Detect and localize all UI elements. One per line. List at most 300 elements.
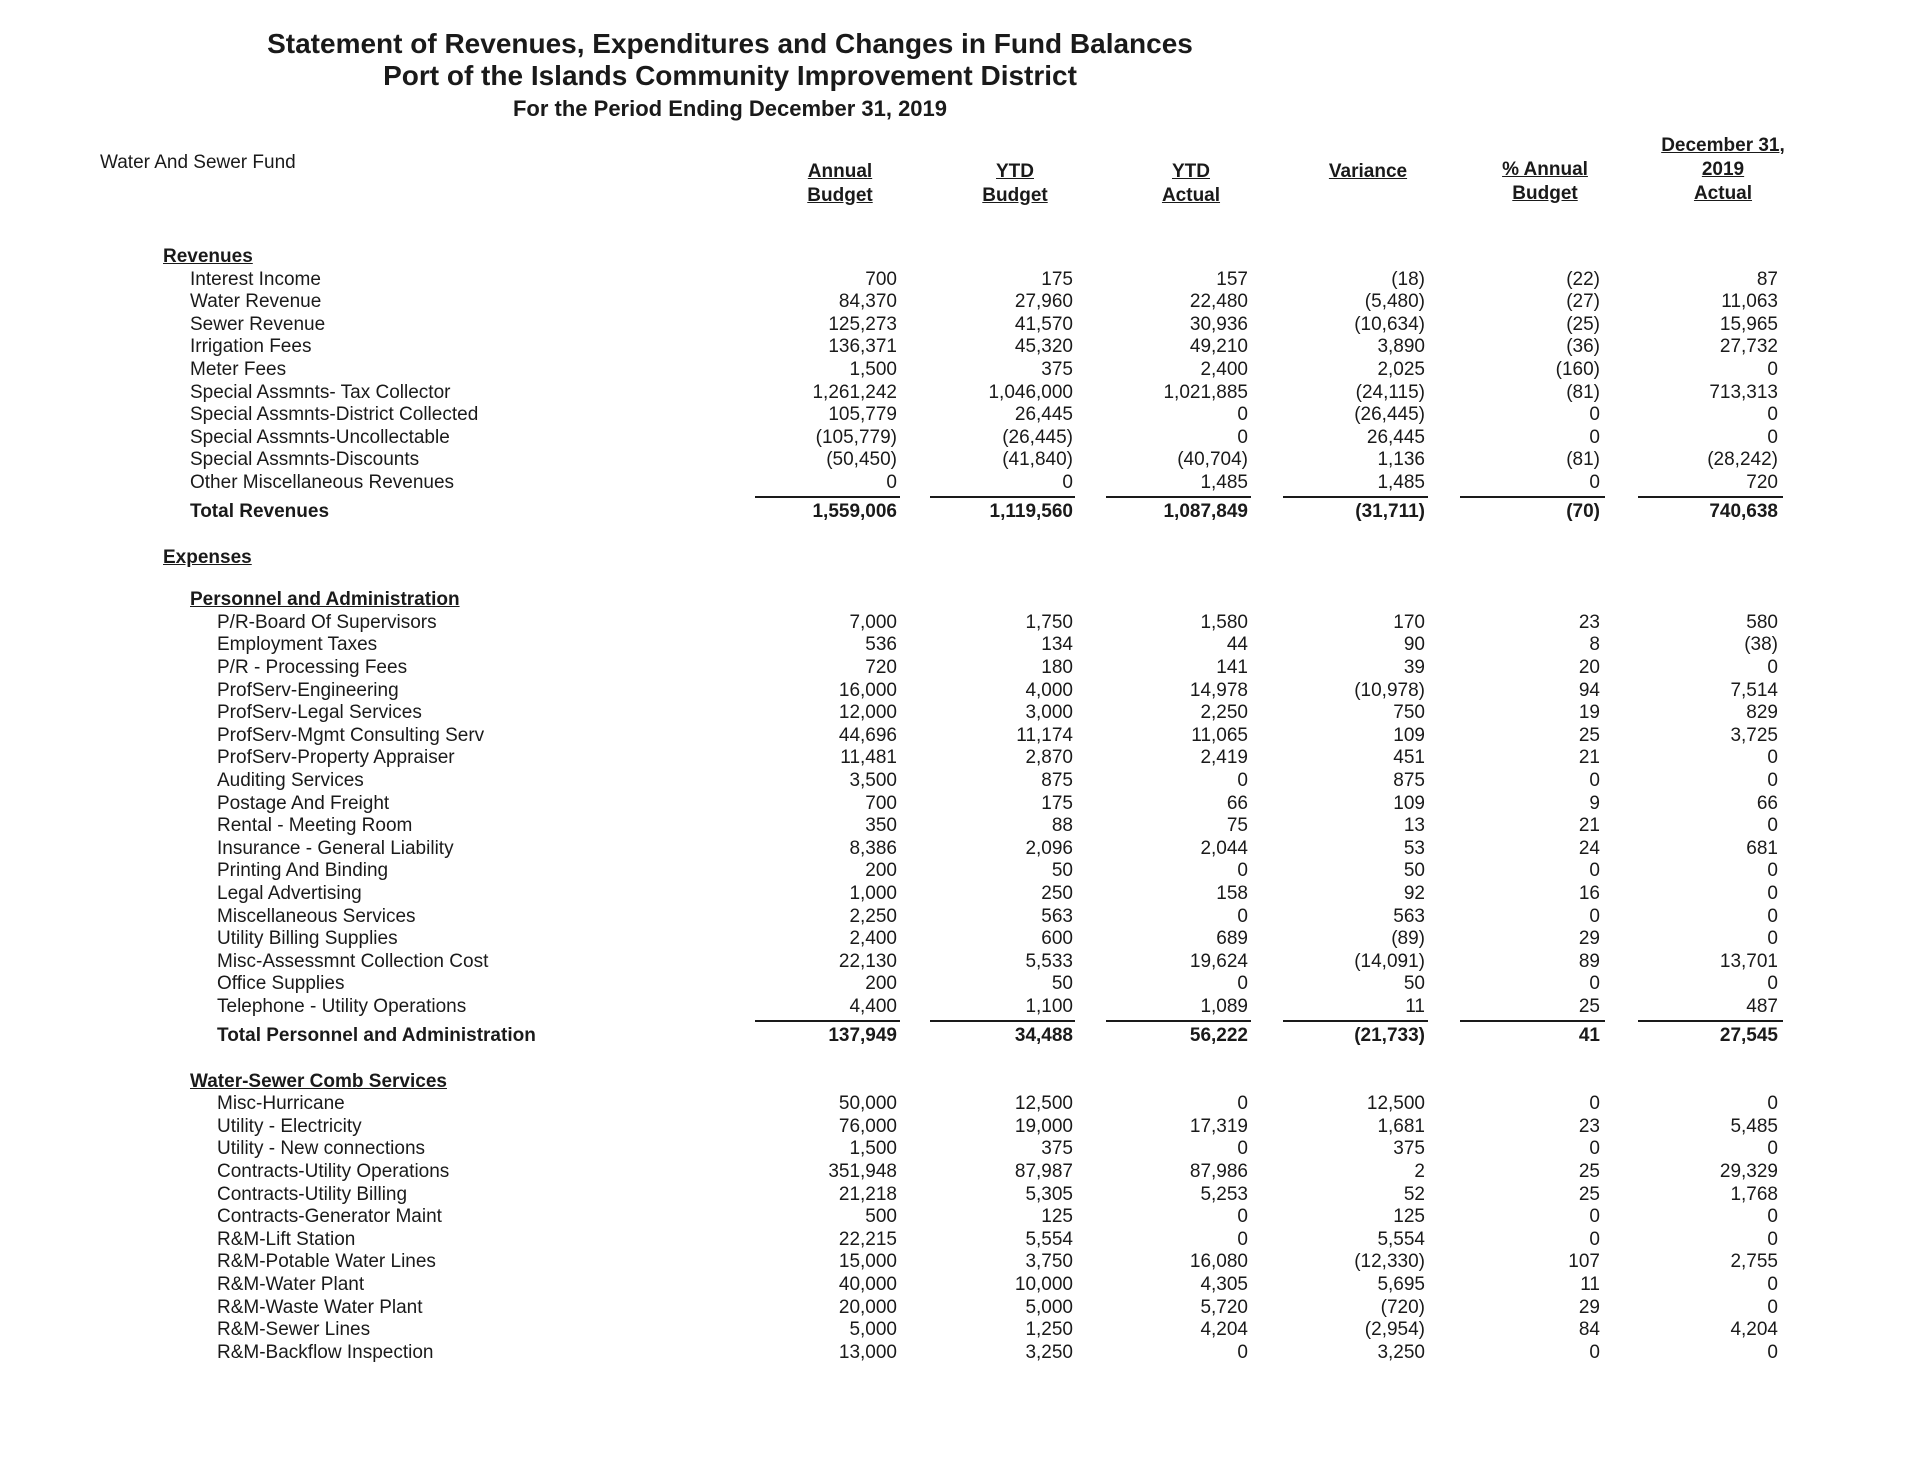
row-label: Rental - Meeting Room: [217, 815, 413, 837]
cell-prior-year-actual: 15,965: [1719, 313, 1778, 335]
cell-prior-year-actual: 0: [1767, 1274, 1778, 1295]
cell-pct-annual-budget: (22): [1566, 268, 1600, 290]
cell-variance: 13: [1403, 815, 1425, 837]
table-row: [0, 747, 1920, 770]
cell-pct-annual-budget: 0: [1589, 1341, 1600, 1363]
cell-pct-annual-budget: 25: [1578, 724, 1600, 746]
row-label: Utility - New connections: [217, 1138, 426, 1160]
cell-prior-year-actual: 66: [1756, 792, 1778, 814]
cell-annual-budget: 22,215: [838, 1228, 897, 1250]
cell-variance: (31,711): [1355, 500, 1425, 522]
cell-ytd-budget: 88: [1051, 815, 1073, 837]
cell-ytd-actual: 1,021,885: [1163, 381, 1248, 403]
total-divider-line: [1283, 1020, 1428, 1022]
row-label: R&M-Water Plant: [217, 1274, 365, 1295]
total-divider-line: [1638, 496, 1783, 498]
cell-prior-year-actual: 0: [1767, 928, 1778, 950]
cell-annual-budget: 76,000: [838, 1115, 897, 1137]
cell-prior-year-actual: 0: [1767, 1228, 1778, 1250]
cell-annual-budget: 2,250: [849, 905, 897, 927]
row-label: Interest Income: [190, 268, 321, 290]
cell-variance: (2,954): [1364, 1319, 1425, 1341]
cell-ytd-actual: 0: [1237, 1206, 1248, 1228]
cell-ytd-budget: 1,046,000: [988, 381, 1073, 403]
row-label: Contracts-Utility Billing: [217, 1183, 408, 1205]
section-header-row: [0, 246, 1920, 269]
cell-ytd-actual: 22,480: [1189, 291, 1248, 313]
cell-ytd-budget: (41,840): [1002, 449, 1073, 471]
table-row: [0, 1138, 1920, 1161]
cell-annual-budget: 700: [865, 792, 897, 814]
cell-prior-year-actual: 0: [1767, 1093, 1778, 1115]
cell-prior-year-actual: 0: [1767, 1206, 1778, 1228]
cell-prior-year-actual: 87: [1756, 268, 1778, 290]
cell-annual-budget: 1,500: [849, 359, 897, 380]
table-row: [0, 702, 1920, 725]
section-header-row: [0, 547, 1920, 570]
cell-variance: 563: [1393, 905, 1425, 927]
cell-variance: 90: [1403, 634, 1425, 656]
cell-ytd-budget: 5,533: [1025, 950, 1073, 972]
cell-variance: 875: [1393, 770, 1425, 791]
cell-variance: 1,136: [1377, 449, 1425, 471]
cell-ytd-actual: 1,089: [1200, 996, 1248, 1017]
cell-variance: 109: [1393, 724, 1425, 746]
section-header-row: [0, 589, 1920, 612]
cell-ytd-actual: 87,986: [1189, 1161, 1248, 1182]
cell-variance: 26,445: [1366, 426, 1425, 448]
cell-annual-budget: 50,000: [838, 1093, 897, 1115]
table-row: [0, 634, 1920, 657]
cell-ytd-actual: 0: [1237, 426, 1248, 448]
cell-ytd-budget: 26,445: [1014, 404, 1073, 426]
row-label: Postage And Freight: [217, 792, 390, 814]
cell-prior-year-actual: 0: [1767, 1296, 1778, 1318]
cell-variance: 50: [1403, 973, 1425, 995]
cell-pct-annual-budget: 25: [1578, 1161, 1600, 1182]
cell-pct-annual-budget: 94: [1578, 679, 1600, 701]
cell-pct-annual-budget: 107: [1568, 1251, 1600, 1273]
cell-prior-year-actual: 0: [1767, 973, 1778, 995]
table-row: [0, 680, 1920, 703]
cell-annual-budget: 16,000: [838, 679, 897, 701]
row-label: Office Supplies: [217, 973, 345, 995]
cell-pct-annual-budget: 0: [1589, 472, 1600, 493]
section-title: Revenues: [163, 246, 253, 267]
total-divider-line: [1106, 1020, 1251, 1022]
table-row: [0, 883, 1920, 906]
table-row: [0, 1274, 1920, 1297]
cell-prior-year-actual: 0: [1767, 860, 1778, 882]
cell-ytd-budget: 4,000: [1025, 679, 1073, 701]
cell-ytd-actual: 1,485: [1200, 472, 1248, 493]
row-label: ProfServ-Legal Services: [217, 702, 422, 724]
cell-pct-annual-budget: 89: [1578, 950, 1600, 972]
cell-variance: 2,025: [1377, 359, 1425, 380]
cell-ytd-actual: 14,978: [1189, 679, 1248, 701]
cell-prior-year-actual: 2,755: [1730, 1251, 1778, 1273]
row-label: Special Assmnts-Discounts: [190, 449, 420, 471]
cell-pct-annual-budget: 29: [1578, 1296, 1600, 1318]
total-divider-line: [930, 1020, 1075, 1022]
row-label: P/R-Board Of Supervisors: [217, 611, 437, 633]
cell-annual-budget: 700: [865, 268, 897, 290]
cell-prior-year-actual: 27,545: [1719, 1024, 1778, 1046]
table-row: [0, 793, 1920, 816]
cell-pct-annual-budget: 21: [1578, 747, 1600, 769]
total-divider-line: [1283, 496, 1428, 498]
cell-variance: 3,250: [1377, 1341, 1425, 1363]
cell-ytd-budget: 2,096: [1025, 837, 1073, 859]
row-label: Misc-Assessmnt Collection Cost: [217, 950, 489, 972]
total-row: [0, 501, 1920, 524]
fund-name: Water And Sewer Fund: [100, 152, 296, 173]
cell-ytd-actual: 141: [1216, 657, 1248, 678]
cell-annual-budget: 40,000: [838, 1274, 897, 1295]
row-label: R&M-Potable Water Lines: [217, 1251, 436, 1273]
cell-prior-year-actual: 0: [1767, 883, 1778, 904]
cell-variance: 1,485: [1377, 472, 1425, 493]
cell-annual-budget: 1,500: [849, 1138, 897, 1160]
cell-variance: 170: [1393, 611, 1425, 633]
table-row: [0, 1206, 1920, 1229]
cell-ytd-budget: 1,750: [1025, 611, 1073, 633]
cell-prior-year-actual: 0: [1767, 747, 1778, 769]
row-label: Meter Fees: [190, 359, 287, 380]
cell-prior-year-actual: 13,701: [1719, 950, 1778, 972]
cell-prior-year-actual: 11,063: [1721, 291, 1778, 313]
cell-pct-annual-budget: 20: [1578, 657, 1600, 678]
cell-prior-year-actual: 0: [1767, 1138, 1778, 1160]
cell-pct-annual-budget: 21: [1578, 815, 1600, 837]
cell-variance: (10,634): [1354, 313, 1425, 335]
row-label: R&M-Waste Water Plant: [217, 1296, 423, 1318]
cell-prior-year-actual: 5,485: [1730, 1115, 1778, 1137]
cell-ytd-actual: 2,250: [1200, 702, 1248, 724]
table-row: [0, 725, 1920, 748]
cell-annual-budget: 105,779: [828, 404, 897, 426]
table-row: [0, 1116, 1920, 1139]
cell-variance: (10,978): [1354, 679, 1425, 701]
cell-pct-annual-budget: 29: [1578, 928, 1600, 950]
cell-ytd-budget: 3,750: [1025, 1251, 1073, 1273]
cell-pct-annual-budget: 0: [1589, 404, 1600, 426]
cell-ytd-actual: 19,624: [1189, 950, 1248, 972]
cell-ytd-actual: (40,704): [1177, 449, 1248, 471]
row-label: R&M-Sewer Lines: [217, 1319, 371, 1341]
cell-pct-annual-budget: 0: [1589, 860, 1600, 882]
cell-ytd-actual: 689: [1216, 928, 1248, 950]
cell-annual-budget: 11,481: [840, 747, 897, 769]
table-row: [0, 1161, 1920, 1184]
row-label: Legal Advertising: [217, 883, 362, 904]
cell-ytd-actual: 66: [1226, 792, 1248, 814]
table-row: [0, 770, 1920, 793]
cell-annual-budget: 22,130: [838, 950, 897, 972]
cell-ytd-budget: 5,305: [1025, 1183, 1073, 1205]
cell-ytd-budget: 3,250: [1025, 1341, 1073, 1363]
table-row: [0, 906, 1920, 929]
cell-ytd-budget: 375: [1041, 1138, 1073, 1160]
cell-variance: (89): [1391, 928, 1425, 950]
row-label: Utility - Electricity: [217, 1115, 362, 1137]
cell-ytd-budget: 600: [1041, 928, 1073, 950]
cell-pct-annual-budget: 0: [1589, 905, 1600, 927]
cell-variance: 5,554: [1377, 1228, 1425, 1250]
table-row: [0, 1251, 1920, 1274]
table-row: [0, 860, 1920, 883]
cell-ytd-actual: 75: [1226, 815, 1248, 837]
section-title: Expenses: [163, 546, 252, 568]
table-row: [0, 449, 1920, 472]
row-label: Insurance - General Liability: [217, 837, 454, 859]
cell-ytd-actual: 5,720: [1200, 1296, 1248, 1318]
col-annual-budget-line2: Budget: [807, 185, 873, 206]
cell-annual-budget: 125,273: [828, 313, 897, 335]
table-row: [0, 427, 1920, 450]
cell-ytd-actual: 4,305: [1200, 1274, 1248, 1295]
cell-pct-annual-budget: 0: [1589, 1093, 1600, 1115]
table-row: [0, 382, 1920, 405]
cell-ytd-actual: 17,319: [1189, 1115, 1248, 1137]
cell-pct-annual-budget: 0: [1589, 973, 1600, 995]
cell-prior-year-actual: 0: [1767, 359, 1778, 380]
cell-prior-year-actual: 4,204: [1730, 1319, 1778, 1341]
cell-annual-budget: 2,400: [849, 928, 897, 950]
cell-pct-annual-budget: (36): [1566, 336, 1600, 358]
row-label: Total Revenues: [190, 500, 330, 522]
cell-annual-budget: 500: [865, 1206, 897, 1228]
section-title: Personnel and Administration: [190, 589, 460, 611]
cell-annual-budget: 3,500: [849, 770, 897, 791]
cell-variance: 750: [1393, 702, 1425, 724]
cell-pct-annual-budget: (70): [1566, 500, 1600, 522]
row-label: Printing And Binding: [217, 860, 389, 882]
cell-prior-year-actual: 29,329: [1719, 1161, 1778, 1182]
cell-ytd-budget: 19,000: [1014, 1115, 1073, 1137]
cell-ytd-actual: 1,580: [1200, 611, 1248, 633]
cell-ytd-actual: 0: [1237, 1228, 1248, 1250]
cell-ytd-budget: 5,554: [1025, 1228, 1073, 1250]
cell-variance: (5,480): [1364, 291, 1425, 313]
cell-ytd-actual: 30,936: [1189, 313, 1248, 335]
cell-variance: 50: [1403, 860, 1425, 882]
cell-ytd-actual: 2,400: [1200, 359, 1248, 380]
row-label: Miscellaneous Services: [217, 905, 416, 927]
cell-pct-annual-budget: 0: [1589, 1206, 1600, 1228]
cell-variance: (720): [1380, 1296, 1425, 1318]
col-ytd-actual-line2: Actual: [1161, 185, 1221, 206]
cell-pct-annual-budget: 11: [1580, 1274, 1600, 1295]
cell-annual-budget: 536: [865, 634, 897, 656]
cell-ytd-budget: 2,870: [1025, 747, 1073, 769]
cell-pct-annual-budget: 0: [1589, 1228, 1600, 1250]
col-prior-year-actual-line2: 2019: [1701, 159, 1745, 180]
table-row: [0, 269, 1920, 292]
cell-prior-year-actual: 580: [1746, 611, 1778, 633]
cell-prior-year-actual: 0: [1767, 770, 1778, 791]
table-row: [0, 612, 1920, 635]
cell-annual-budget: 1,261,242: [812, 381, 897, 403]
cell-variance: 1,681: [1377, 1115, 1425, 1137]
row-label: Special Assmnts- Tax Collector: [190, 381, 451, 403]
row-label: Employment Taxes: [217, 634, 378, 656]
cell-ytd-budget: 175: [1041, 792, 1073, 814]
cell-pct-annual-budget: 23: [1578, 611, 1600, 633]
row-label: Other Miscellaneous Revenues: [190, 472, 455, 493]
cell-ytd-budget: 11,174: [1016, 724, 1073, 746]
col-ytd-actual-line1: YTD: [1172, 161, 1210, 182]
cell-ytd-budget: (26,445): [1002, 426, 1073, 448]
col-annual-budget-line1: Annual: [807, 161, 873, 182]
cell-prior-year-actual: 27,732: [1719, 336, 1778, 358]
cell-annual-budget: 44,696: [838, 724, 897, 746]
cell-annual-budget: 200: [865, 973, 897, 995]
table-row: [0, 1093, 1920, 1116]
cell-ytd-actual: 0: [1237, 973, 1248, 995]
col-ytd-budget-line1: YTD: [996, 161, 1034, 182]
table-row: [0, 996, 1920, 1019]
cell-ytd-budget: 875: [1041, 770, 1073, 791]
cell-variance: 12,500: [1366, 1093, 1425, 1115]
cell-ytd-budget: 375: [1041, 359, 1073, 380]
table-row: [0, 336, 1920, 359]
cell-ytd-budget: 10,000: [1014, 1274, 1073, 1295]
cell-annual-budget: (105,779): [815, 426, 897, 448]
cell-prior-year-actual: 0: [1767, 657, 1778, 678]
row-label: ProfServ-Property Appraiser: [217, 747, 455, 769]
cell-variance: 451: [1393, 747, 1425, 769]
cell-prior-year-actual: 720: [1746, 472, 1778, 493]
cell-ytd-actual: 44: [1226, 634, 1248, 656]
cell-ytd-actual: 16,080: [1189, 1251, 1248, 1273]
cell-annual-budget: 137,949: [828, 1024, 897, 1046]
table-row: [0, 815, 1920, 838]
total-divider-line: [1460, 496, 1605, 498]
cell-pct-annual-budget: (81): [1566, 449, 1600, 471]
cell-pct-annual-budget: 25: [1578, 996, 1600, 1017]
row-label: Special Assmnts-Uncollectable: [190, 426, 450, 448]
cell-variance: 52: [1403, 1183, 1425, 1205]
cell-ytd-budget: 1,119,560: [989, 500, 1073, 522]
cell-pct-annual-budget: 16: [1578, 883, 1600, 904]
cell-ytd-budget: 134: [1041, 634, 1073, 656]
cell-ytd-budget: 50: [1051, 973, 1073, 995]
row-label: Irrigation Fees: [190, 336, 312, 358]
cell-annual-budget: 1,559,006: [812, 500, 897, 522]
cell-prior-year-actual: 829: [1746, 702, 1778, 724]
cell-annual-budget: 12,000: [838, 702, 897, 724]
row-label: Telephone - Utility Operations: [217, 996, 467, 1017]
cell-variance: (18): [1391, 268, 1425, 290]
cell-ytd-actual: 157: [1216, 268, 1248, 290]
row-label: Water Revenue: [190, 291, 322, 313]
row-label: R&M-Lift Station: [217, 1228, 356, 1250]
table-row: [0, 1229, 1920, 1252]
cell-annual-budget: 84,370: [838, 291, 897, 313]
cell-prior-year-actual: 1,768: [1730, 1183, 1778, 1205]
cell-annual-budget: 13,000: [838, 1341, 897, 1363]
cell-pct-annual-budget: 25: [1578, 1183, 1600, 1205]
col-prior-year-actual-line1: December 31,: [1661, 135, 1785, 156]
cell-annual-budget: 5,000: [849, 1319, 897, 1341]
cell-annual-budget: 0: [886, 472, 897, 493]
cell-annual-budget: (50,450): [826, 449, 897, 471]
cell-prior-year-actual: 0: [1767, 426, 1778, 448]
table-row: [0, 657, 1920, 680]
cell-pct-annual-budget: 24: [1578, 837, 1600, 859]
cell-variance: 5,695: [1377, 1274, 1425, 1295]
cell-ytd-actual: 0: [1237, 770, 1248, 791]
total-divider-line: [1460, 1020, 1605, 1022]
col-ytd-budget-line2: Budget: [982, 185, 1048, 206]
row-label: Contracts-Generator Maint: [217, 1206, 442, 1228]
cell-ytd-actual: 0: [1237, 1138, 1248, 1160]
cell-pct-annual-budget: (25): [1566, 313, 1600, 335]
cell-annual-budget: 350: [865, 815, 897, 837]
cell-ytd-budget: 50: [1051, 860, 1073, 882]
cell-ytd-budget: 175: [1041, 268, 1073, 290]
total-divider-line: [1106, 496, 1251, 498]
cell-ytd-actual: 0: [1237, 905, 1248, 927]
cell-pct-annual-budget: 0: [1589, 1138, 1600, 1160]
table-row: [0, 838, 1920, 861]
col-pct-annual-budget-line2: Budget: [1512, 183, 1578, 204]
cell-ytd-actual: 2,419: [1200, 747, 1248, 769]
cell-prior-year-actual: 0: [1767, 1341, 1778, 1363]
cell-pct-annual-budget: 0: [1589, 770, 1600, 791]
row-label: Total Personnel and Administration: [217, 1024, 536, 1046]
cell-variance: 2: [1414, 1161, 1425, 1182]
cell-ytd-actual: 56,222: [1189, 1024, 1248, 1046]
cell-prior-year-actual: 487: [1746, 996, 1778, 1017]
col-pct-annual-budget-line1: % Annual: [1502, 159, 1588, 180]
row-label: Special Assmnts-District Collected: [190, 404, 479, 426]
cell-annual-budget: 8,386: [849, 837, 897, 859]
cell-ytd-budget: 12,500: [1014, 1093, 1073, 1115]
cell-ytd-budget: 250: [1041, 883, 1073, 904]
table-row: [0, 472, 1920, 495]
cell-variance: 125: [1393, 1206, 1425, 1228]
cell-pct-annual-budget: 9: [1589, 792, 1600, 814]
cell-ytd-budget: 1,100: [1025, 996, 1073, 1017]
cell-prior-year-actual: (38): [1744, 634, 1778, 656]
cell-variance: 11: [1405, 996, 1425, 1017]
cell-pct-annual-budget: 84: [1578, 1319, 1600, 1341]
cell-pct-annual-budget: 8: [1589, 634, 1600, 656]
cell-pct-annual-budget: 19: [1578, 702, 1600, 724]
cell-ytd-budget: 87,987: [1014, 1161, 1073, 1182]
cell-annual-budget: 1,000: [849, 883, 897, 904]
cell-variance: 53: [1403, 837, 1425, 859]
row-label: ProfServ-Mgmt Consulting Serv: [217, 724, 485, 746]
cell-ytd-budget: 1,250: [1025, 1319, 1073, 1341]
cell-prior-year-actual: (28,242): [1707, 449, 1778, 471]
cell-prior-year-actual: 0: [1767, 905, 1778, 927]
cell-pct-annual-budget: (27): [1566, 291, 1600, 313]
cell-annual-budget: 20,000: [838, 1296, 897, 1318]
total-divider-line: [755, 496, 900, 498]
cell-ytd-budget: 3,000: [1025, 702, 1073, 724]
cell-pct-annual-budget: (81): [1566, 381, 1600, 403]
cell-prior-year-actual: 681: [1746, 837, 1778, 859]
cell-variance: (14,091): [1354, 950, 1425, 972]
cell-ytd-budget: 5,000: [1025, 1296, 1073, 1318]
cell-ytd-budget: 34,488: [1014, 1024, 1073, 1046]
cell-ytd-budget: 0: [1062, 472, 1073, 493]
cell-variance: 39: [1403, 657, 1425, 678]
table-row: [0, 928, 1920, 951]
